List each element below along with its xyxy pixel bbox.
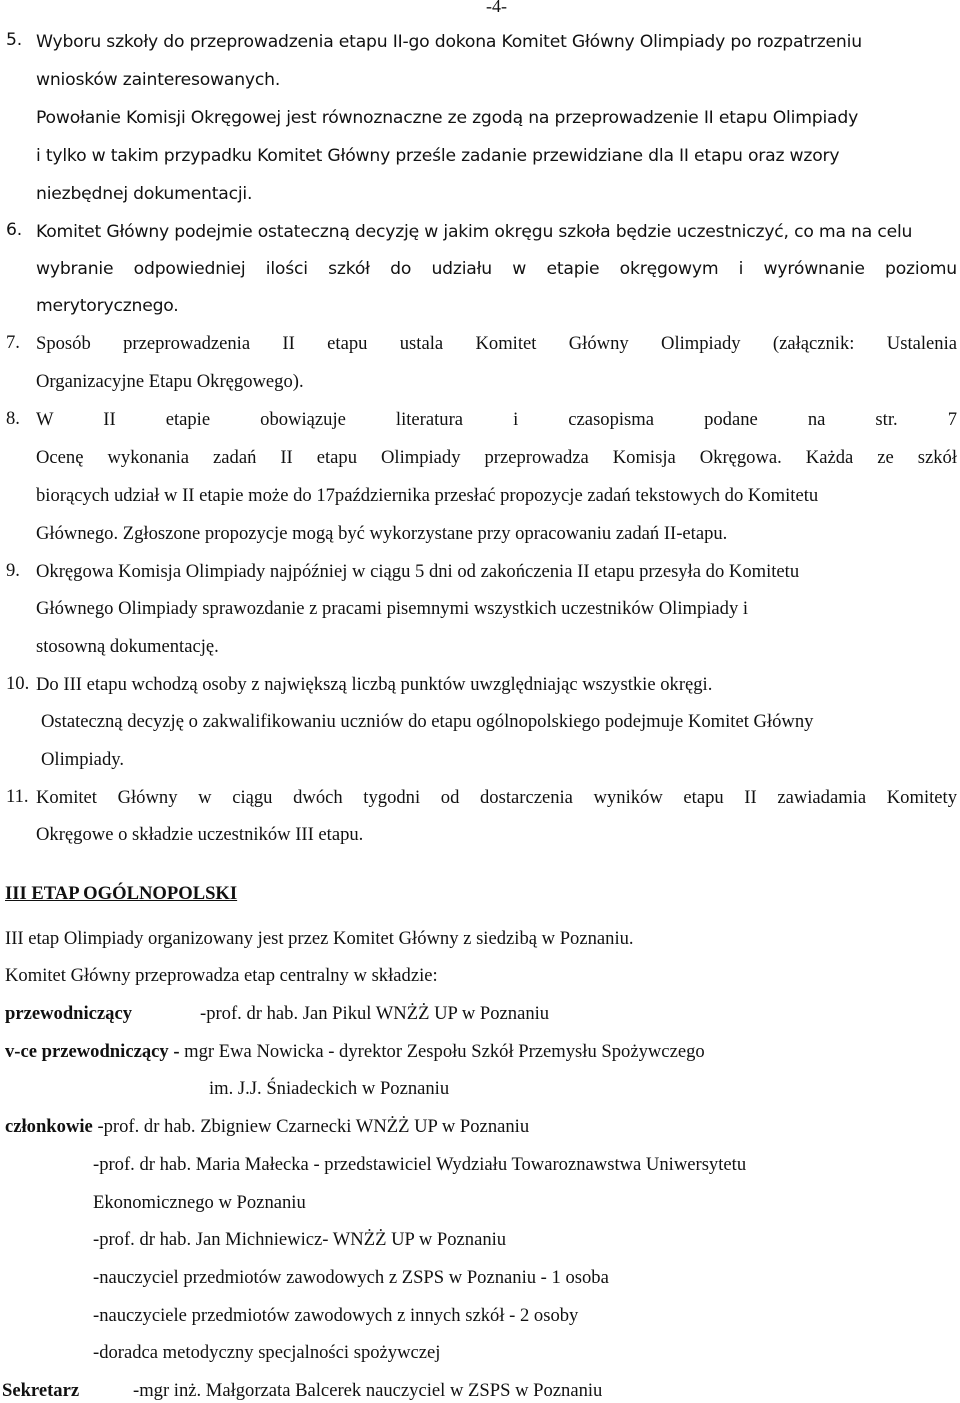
item-9-line-1: Okręgowa Komisja Olimpiady najpóźniej w ciągu 5 dni od zakończenia II etapu przesyła do Komitetu: [36, 561, 800, 582]
item-5-line-5: niezbędnej dokumentacji.: [36, 184, 253, 204]
item-8-line-1: W II etapie obowiązuje literatura i czasopisma podane na str. 7: [36, 409, 957, 430]
member-line-6: -doradca metodyczny specjalności spożywczej: [93, 1342, 441, 1363]
chair-label: przewodniczący: [5, 1003, 133, 1024]
item-6-line-2: wybranie odpowiedniej ilości szkół do udziału w etapie okręgowym i wyrównanie poziomu: [36, 259, 957, 279]
section-heading: III ETAP OGÓLNOPOLSKI: [5, 883, 238, 904]
item-5-line-2: wniosków zainteresowanych.: [36, 70, 281, 90]
page-number: -4-: [486, 0, 507, 16]
item-6-number: 6.: [6, 220, 22, 240]
item-10-line-2: Ostateczną decyzję o zakwalifikowaniu uczniów do etapu ogólnopolskiego podejmuje Komitet Główny: [41, 711, 814, 732]
member-line-5: -nauczyciele przedmiotów zawodowych z innych szkół - 2 osoby: [93, 1305, 579, 1326]
item-6-line-1: Komitet Główny podejmie ostateczną decyzję w jakim okręgu szkoła będzie uczestniczyć, co ma na celu: [36, 222, 913, 242]
item-5-line-1: Wyboru szkoły do przeprowadzenia etapu II-go dokona Komitet Główny Olimpiady po rozpatrzeniu: [36, 32, 862, 52]
item-10-line-3: Olimpiady.: [41, 749, 124, 770]
member-line-3: -prof. dr hab. Jan Michniewicz- WNŻŻ UP w Poznaniu: [93, 1229, 507, 1250]
item-8-line-2: Ocenę wykonania zadań II etapu Olimpiady przeprowadza Komisja Okręgowa. Każda ze szkół: [36, 447, 957, 468]
member-line-2: Ekonomicznego w Poznaniu: [93, 1192, 306, 1213]
vice-chair-text: mgr Ewa Nowicka - dyrektor Zespołu Szkół Przemysłu Spożywczego: [179, 1041, 705, 1062]
item-9-number: 9.: [6, 560, 20, 581]
item-5-line-4: i tylko w takim przypadku Komitet Główny prześle zadanie przewidziane dla II etapu oraz wzory: [36, 146, 840, 166]
item-10-line-1: Do III etapu wchodzą osoby z największą liczbą punktów uwzględniając wszystkie okręgi.: [36, 674, 713, 695]
members-first: -prof. dr hab. Zbigniew Czarnecki WNŻŻ UP w Poznaniu: [92, 1116, 530, 1137]
item-9-line-3: stosowną dokumentację.: [36, 636, 219, 657]
item-11-line-1: Komitet Główny w ciągu dwóch tygodni od dostarczenia wyników etapu II zawiadamia Komitety: [36, 787, 957, 808]
secretary-text: -mgr inż. Małgorzata Balcerek nauczyciel w ZSPS w Poznaniu: [133, 1380, 603, 1401]
item-5-line-3: Powołanie Komisji Okręgowej jest równoznaczne ze zgodą na przeprowadzenie II etapu Olimpiady: [36, 108, 859, 128]
item-11-line-2: Okręgowe o składzie uczestników III etapu.: [36, 824, 364, 845]
member-line-1: -prof. dr hab. Maria Małecka - przedstawiciel Wydziału Towaroznawstwa Uniwersytetu: [93, 1154, 747, 1175]
item-8-line-3: biorących udział w II etapie może do 17października przesłać propozycje zadań tekstowych do Komitetu: [36, 485, 819, 506]
item-10-number: 10.: [6, 673, 30, 694]
item-7-number: 7.: [6, 332, 20, 353]
member-line-4: -nauczyciel przedmiotów zawodowych z ZSPS w Poznaniu - 1 osoba: [93, 1267, 609, 1288]
section-intro-2: Komitet Główny przeprowadza etap centralny w składzie:: [5, 965, 438, 986]
secretary-label: Sekretarz: [2, 1380, 80, 1401]
section-intro-1: III etap Olimpiady organizowany jest przez Komitet Główny z siedzibą w Poznaniu.: [5, 928, 634, 949]
item-7-line-2: Organizacyjne Etapu Okręgowego).: [36, 371, 304, 392]
item-5-number: 5.: [6, 30, 22, 50]
item-6-line-3: merytorycznego.: [36, 296, 179, 316]
item-8-number: 8.: [6, 408, 20, 429]
vice-chair-label: v-ce przewodniczący -: [5, 1041, 180, 1062]
item-11-number: 11.: [6, 786, 29, 807]
item-8-line-4: Głównego. Zgłoszone propozycje mogą być wykorzystane przy opracowaniu zadań II-etapu.: [36, 523, 728, 544]
members-row: [5, 1115, 529, 1139]
members-label: członkowie: [5, 1116, 93, 1137]
vice-chair-text-2: im. J.J. Śniadeckich w Poznaniu: [209, 1078, 450, 1099]
item-9-line-2: Głównego Olimpiady sprawozdanie z pracami pisemnymi wszystkich uczestników Olimpiady i: [36, 598, 749, 619]
chair-text: -prof. dr hab. Jan Pikul WNŻŻ UP w Poznaniu: [200, 1003, 550, 1024]
vice-chair-row: [5, 1040, 705, 1064]
item-7-line-1: Sposób przeprowadzenia II etapu ustala Komitet Główny Olimpiady (załącznik: Ustalenia: [36, 333, 957, 354]
